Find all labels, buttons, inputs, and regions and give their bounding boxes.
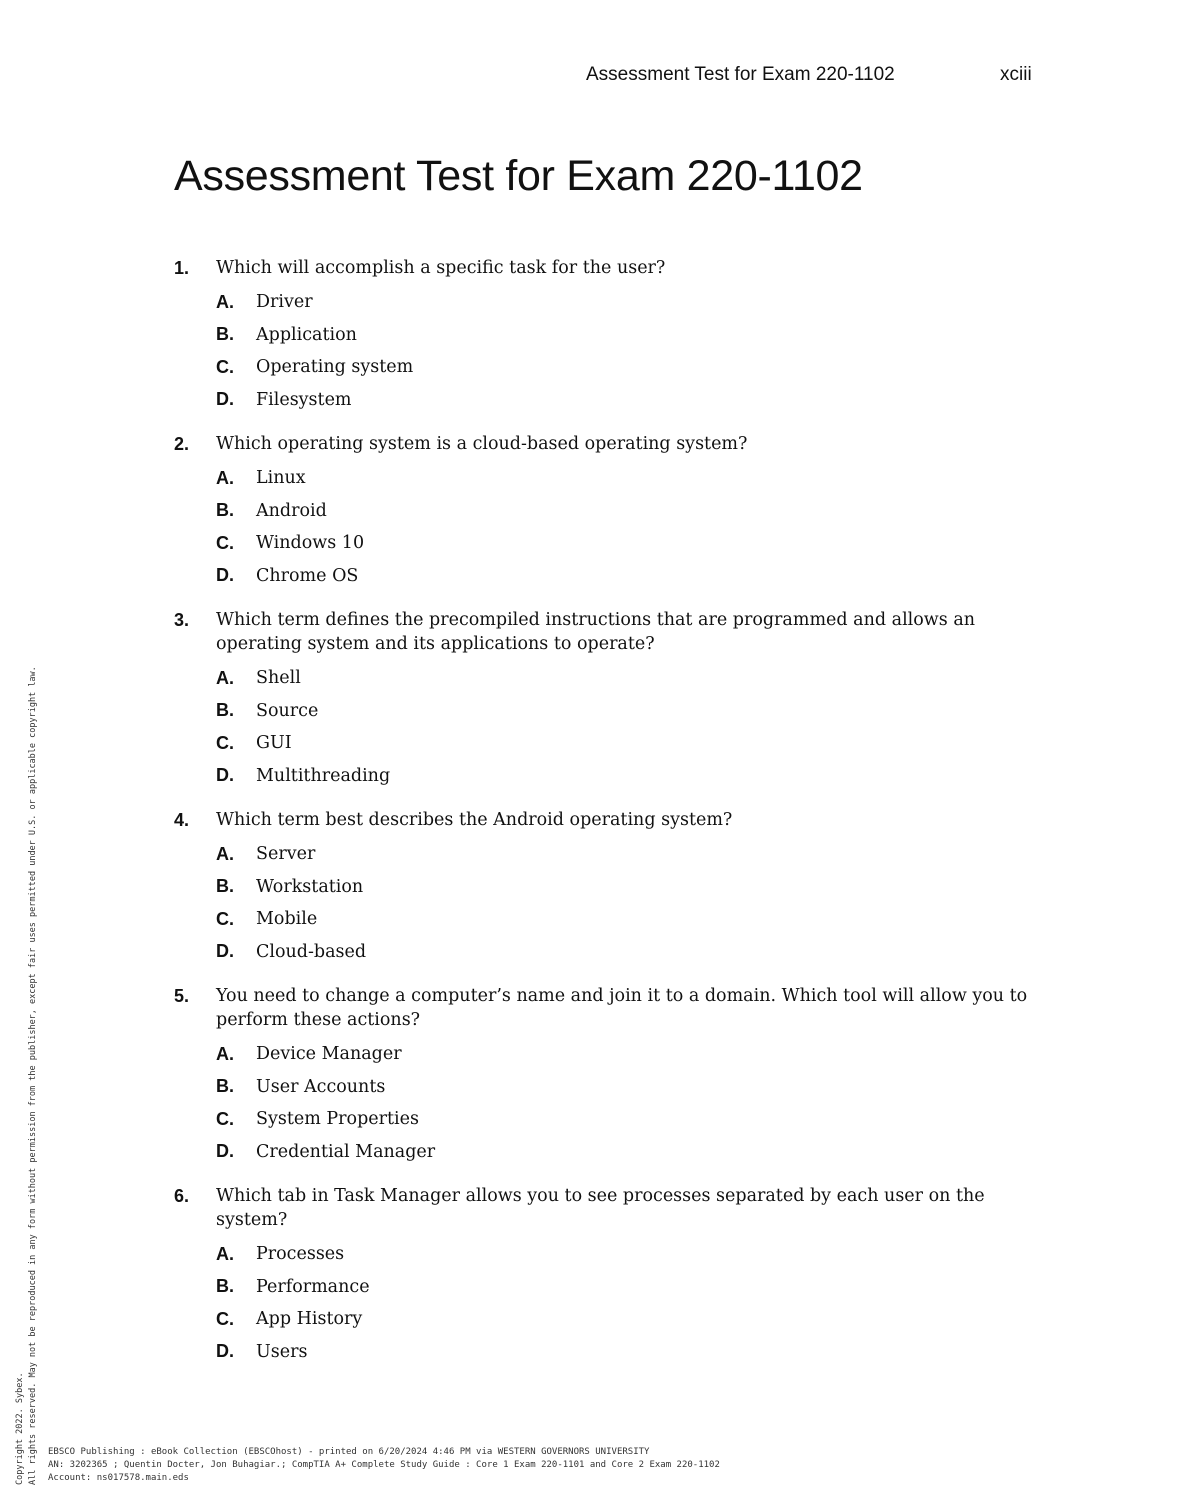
option-letter: D.: [216, 765, 234, 786]
copyright-line: Copyright 2022. Sybex.: [15, 1372, 25, 1485]
option-letter: B.: [216, 876, 234, 897]
answer-option: [216, 351, 1054, 384]
option-text: Mobile: [256, 909, 318, 930]
question-number: 5.: [174, 986, 190, 1006]
answer-option: [216, 1136, 1054, 1169]
question-text: Which term best describes the Android operating system?: [216, 810, 733, 830]
answer-option: [216, 871, 1054, 904]
answer-options: [216, 1238, 1054, 1368]
question-number: 4.: [174, 810, 190, 830]
answer-option: [216, 936, 1054, 969]
option-letter: B.: [216, 700, 234, 721]
option-letter: D.: [216, 389, 234, 410]
option-letter: D.: [216, 1341, 234, 1362]
option-text: Operating system: [256, 357, 414, 378]
footer-account-line: Account: ns017578.main.eds: [48, 1473, 189, 1483]
copyright-notice: [14, 666, 40, 1485]
running-header-title: Assessment Test for Exam 220-1102: [586, 64, 895, 85]
question-number: 1.: [174, 258, 190, 278]
option-letter: B.: [216, 324, 234, 345]
option-text: Users: [256, 1341, 308, 1362]
answer-option: [216, 1103, 1054, 1136]
question-5: [174, 984, 1054, 1168]
answer-option: [216, 1038, 1054, 1071]
answer-options: [216, 286, 1054, 416]
question-text: Which term defines the precompiled instructions that are programmed and allows an operating system and its applications to operate?: [216, 610, 976, 654]
answer-option: [216, 319, 1054, 352]
answer-options: [216, 1038, 1054, 1168]
question-2: [174, 432, 1054, 592]
answer-options: [216, 462, 1054, 592]
answer-option: [216, 838, 1054, 871]
option-text: App History: [256, 1309, 363, 1330]
option-text: Linux: [256, 468, 306, 489]
question-4: [174, 808, 1054, 968]
footer-citation-line: AN: 3202365 ; Quentin Docter, Jon Buhagiar.; CompTIA A+ Complete Study Guide : Core 1 Exam 220-1101 and Core 2 Exam 220-1102: [48, 1460, 720, 1470]
footer-print-line: EBSCO Publishing : eBook Collection (EBSCOhost) - printed on 6/20/2024 4:46 PM via WESTERN GOVERNORS UNIVERSITY: [48, 1447, 650, 1457]
option-text: Device Manager: [256, 1044, 402, 1065]
question-text: Which operating system is a cloud-based operating system?: [216, 434, 748, 454]
option-letter: B.: [216, 1076, 234, 1097]
question-text: Which tab in Task Manager allows you to see processes separated by each user on the system?: [216, 1186, 985, 1230]
option-letter: A.: [216, 843, 234, 864]
option-letter: B.: [216, 1276, 234, 1297]
page-number: xciii: [1000, 64, 1032, 85]
option-letter: C.: [216, 732, 234, 753]
option-text: System Properties: [256, 1109, 419, 1130]
answer-option: [216, 1303, 1054, 1336]
option-letter: C.: [216, 908, 234, 929]
answer-option: [216, 527, 1054, 560]
answer-option: [216, 1238, 1054, 1271]
page-title: Assessment Test for Exam 220-1102: [174, 152, 863, 200]
answer-option: [216, 495, 1054, 528]
answer-option: [216, 903, 1054, 936]
answer-option: [216, 384, 1054, 417]
option-text: Workstation: [256, 876, 364, 897]
answer-option: [216, 560, 1054, 593]
answer-option: [216, 286, 1054, 319]
option-text: User Accounts: [256, 1076, 386, 1097]
answer-option: [216, 462, 1054, 495]
option-letter: A.: [216, 1243, 234, 1264]
answer-option: [216, 1271, 1054, 1304]
option-letter: A.: [216, 667, 234, 688]
option-letter: D.: [216, 941, 234, 962]
option-text: Multithreading: [256, 765, 391, 786]
answer-options: [216, 838, 1054, 968]
option-text: GUI: [256, 733, 292, 754]
option-letter: B.: [216, 500, 234, 521]
page-footer: [48, 1446, 720, 1485]
option-text: Application: [256, 324, 357, 345]
option-letter: C.: [216, 532, 234, 553]
option-letter: C.: [216, 1108, 234, 1129]
question-number: 3.: [174, 610, 190, 630]
option-text: Android: [256, 500, 327, 521]
option-letter: C.: [216, 356, 234, 377]
option-letter: D.: [216, 1141, 234, 1162]
option-text: Server: [256, 844, 316, 865]
rights-line: All rights reserved. May not be reproduced in any form without permission from the publisher, except fair uses permitted under U.S. or applicable copyright law.: [28, 666, 38, 1485]
option-text: Performance: [256, 1276, 370, 1297]
option-text: Cloud-based: [256, 941, 367, 962]
option-letter: A.: [216, 467, 234, 488]
option-text: Windows 10: [256, 533, 365, 554]
option-letter: D.: [216, 565, 234, 586]
option-text: Shell: [256, 668, 301, 689]
answer-option: [216, 760, 1054, 793]
option-text: Chrome OS: [256, 565, 359, 586]
question-text: You need to change a computer’s name and join it to a domain. Which tool will allow you to perform these actions?: [216, 986, 1028, 1030]
answer-option: [216, 1071, 1054, 1104]
option-letter: A.: [216, 291, 234, 312]
option-letter: C.: [216, 1308, 234, 1329]
option-text: Credential Manager: [256, 1141, 436, 1162]
question-6: [174, 1184, 1054, 1368]
question-number: 2.: [174, 434, 190, 454]
answer-option: [216, 1336, 1054, 1369]
option-text: Source: [256, 700, 319, 721]
answer-option: [216, 727, 1054, 760]
option-text: Filesystem: [256, 389, 352, 410]
answer-option: [216, 695, 1054, 728]
question-number: 6.: [174, 1186, 190, 1206]
question-text: Which will accomplish a specific task for the user?: [216, 258, 666, 278]
question-list: [174, 256, 1054, 1384]
question-1: [174, 256, 1054, 416]
question-3: [174, 608, 1054, 792]
answer-option: [216, 662, 1054, 695]
option-letter: A.: [216, 1043, 234, 1064]
option-text: Processes: [256, 1244, 345, 1265]
option-text: Driver: [256, 292, 313, 313]
answer-options: [216, 662, 1054, 792]
